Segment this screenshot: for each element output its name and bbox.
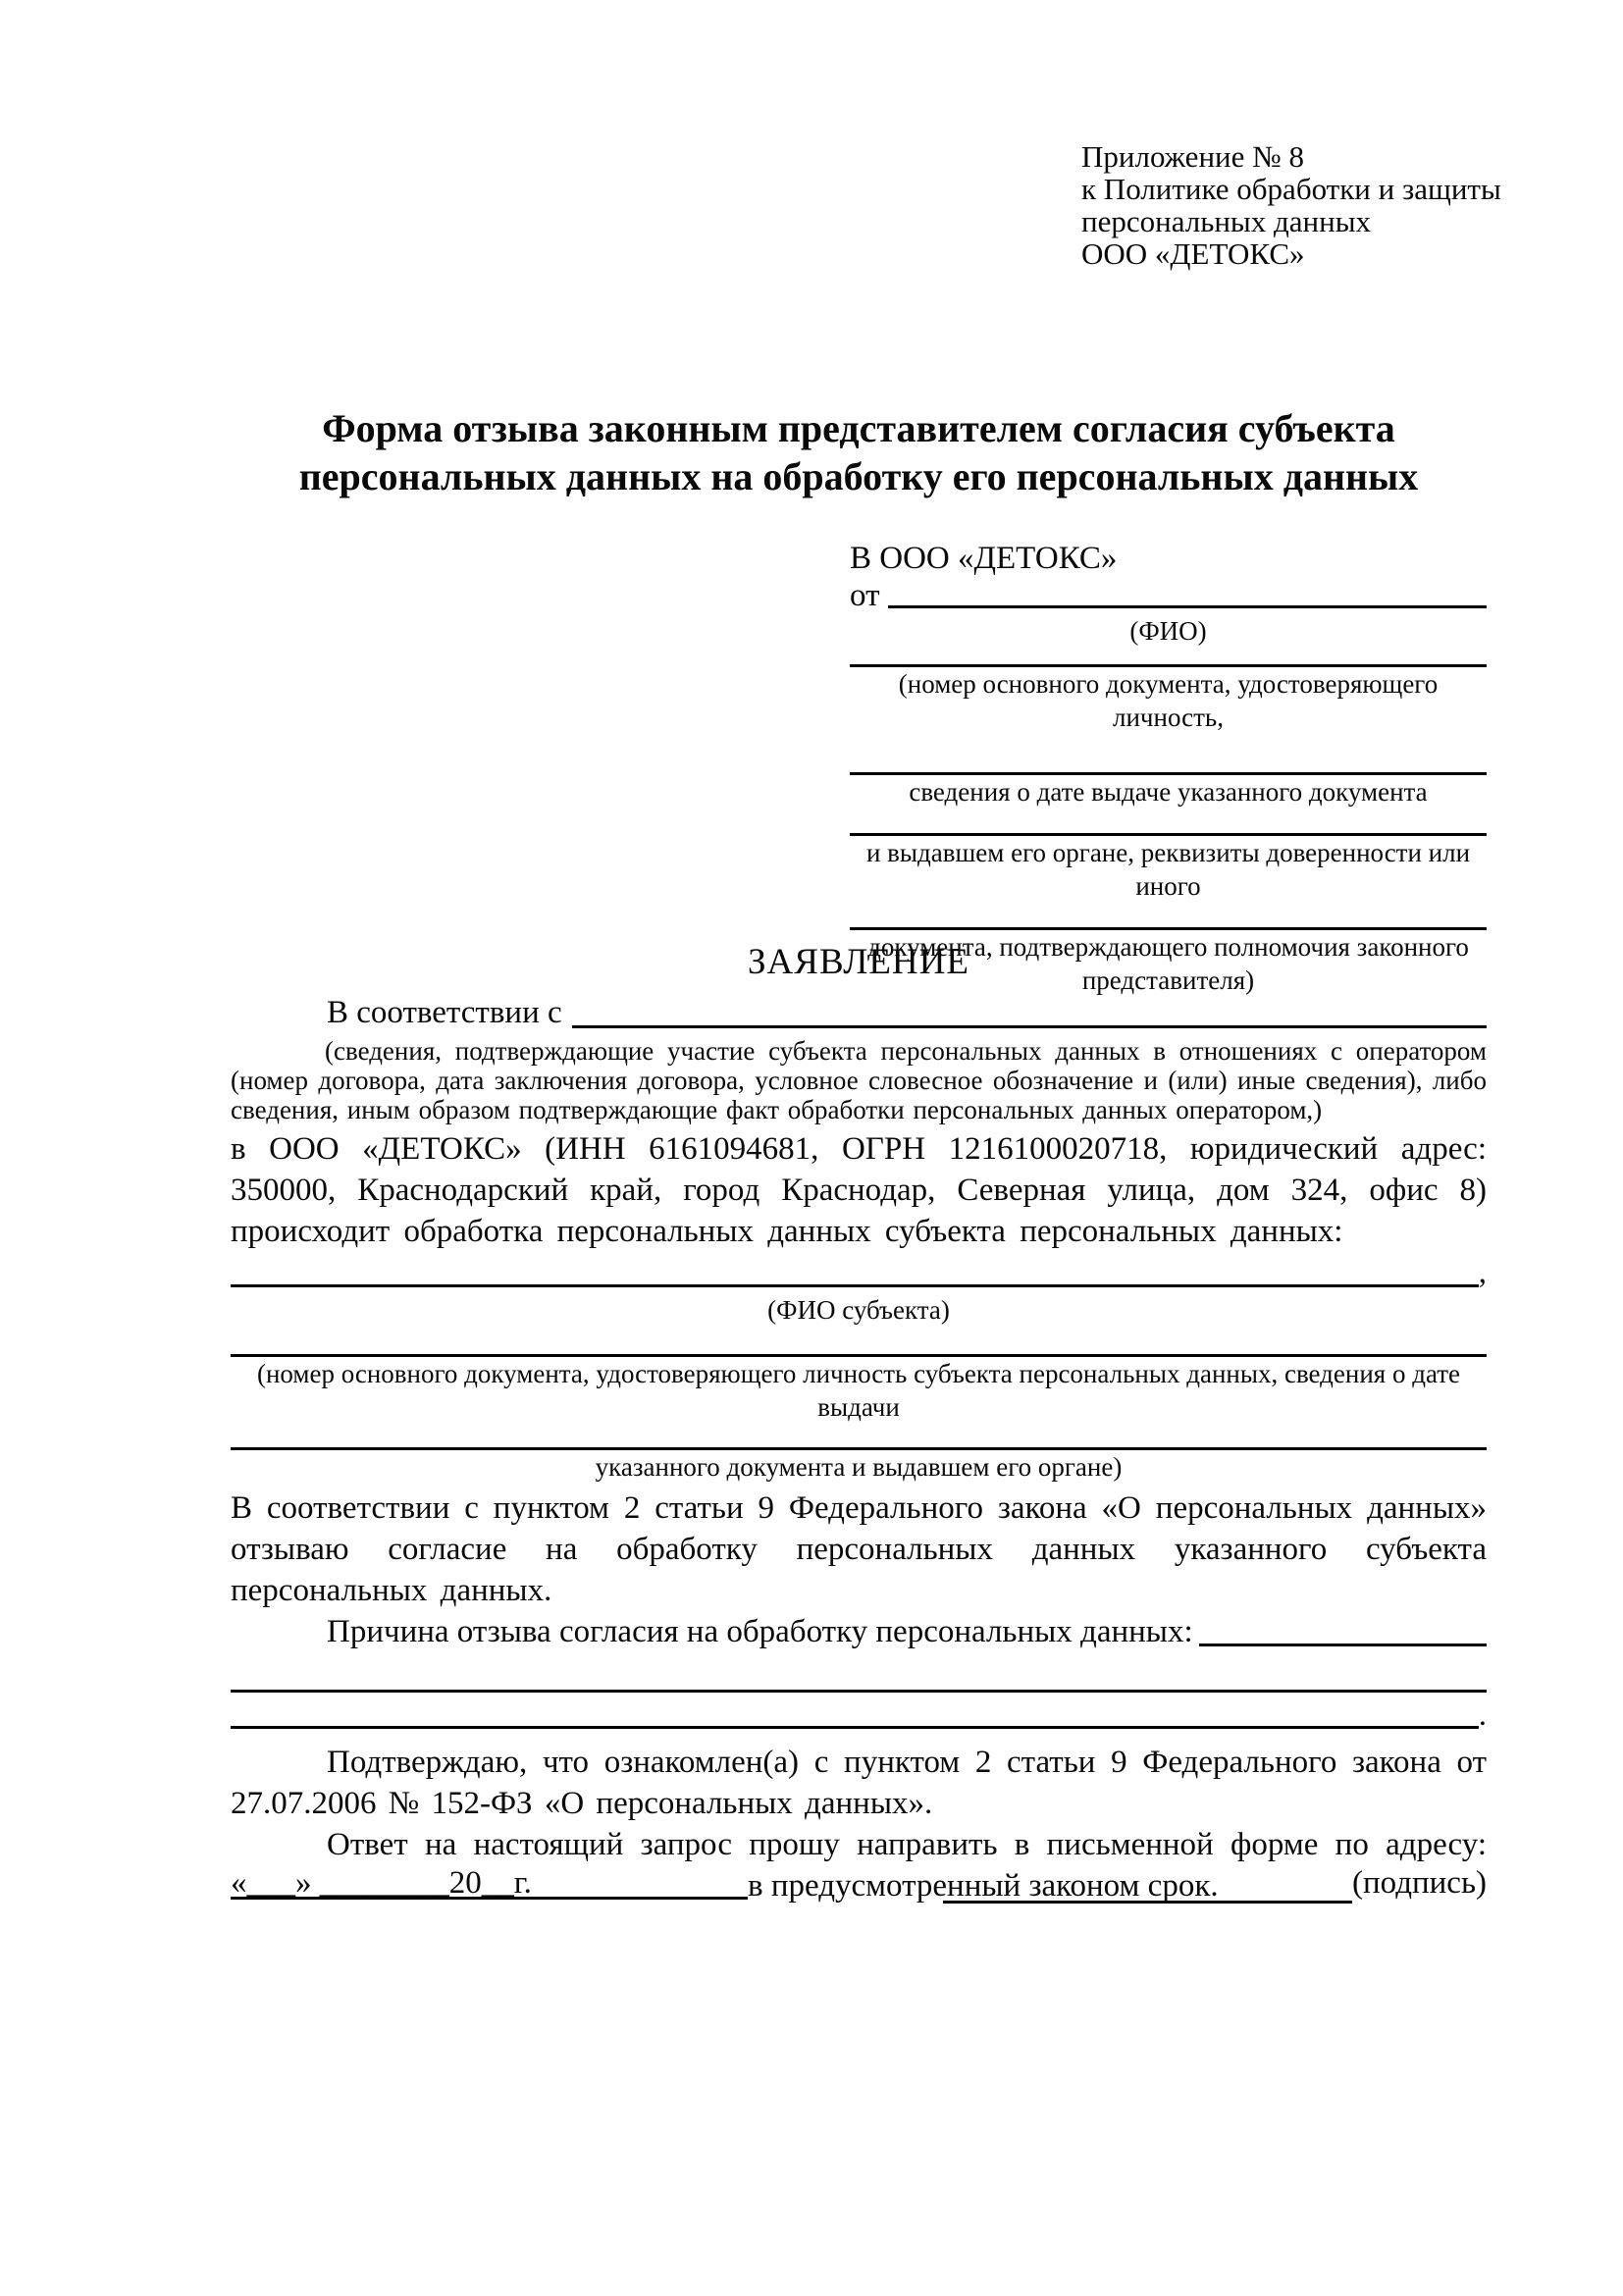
confirm-paragraph: Подтверждаю, что ознакомлен(а) с пунктом 2 статьи 9 Федерального закона от 27.07.2006 № 152-ФЗ «О персональных данных». <box>231 1745 1487 1821</box>
appendix-line: к Политике обработки и защиты <box>1081 172 1501 206</box>
field-caption: и выдавшем его органе, реквизиты доверенности или иного <box>865 838 1471 901</box>
signature-group <box>943 1862 1487 1904</box>
field-caption: (номер основного документа, удостоверяющего личность, <box>898 669 1439 732</box>
blank-line-row <box>231 1695 1487 1736</box>
operator-paragraph: в ООО «ДЕТОКС» (ИНН 6161094681, ОГРН 1216100020718, юридический адрес: 350000, Краснодарский край, город Краснодар, Северная улица, дом 324, офис 8) происходит обработка персональных данных субъекта персональных данных: <box>231 1131 1487 1249</box>
appendix-line: Приложение № 8 <box>1081 139 1304 174</box>
subject-fio-caption: (ФИО субъекта) <box>767 1295 950 1325</box>
subject-doc-caption: (номер основного документа, удостоверяющего личность субъекта персональных данных, сведения о дате выдачи <box>256 1359 1461 1422</box>
document-title <box>231 404 1487 500</box>
reason-label: Причина отзыва согласия на обработку персональных данных: <box>327 1614 1193 1649</box>
lead-label: В соответствии с <box>327 995 562 1030</box>
field-caption: сведения о дате выдаче указанного документа <box>909 777 1428 807</box>
statement-heading: ЗАЯВЛЕНИЕ <box>748 942 969 982</box>
lead-row <box>231 991 1487 1034</box>
field-caption: документа, подтверждающего полномочия законного представителя) <box>867 932 1469 995</box>
subject-doc-caption: указанного документа и выдавшем его органе) <box>595 1452 1123 1482</box>
fill-in-line <box>231 1726 1479 1729</box>
fill-in-line <box>1199 1644 1487 1646</box>
appendix-line: ООО «ДЕТОКС» <box>1081 236 1305 271</box>
addressee-to: В ООО «ДЕТОКС» <box>850 541 1118 576</box>
reply-tail-text: в предусмотренный законом срок. <box>748 1868 1219 1904</box>
signature-line <box>943 1867 1352 1904</box>
date-blank: «___» ________20__г. <box>231 1865 532 1901</box>
document-title-line: персональных данных на обработку его персональных данных <box>298 454 1419 498</box>
addressee-from-row <box>850 577 1487 614</box>
fill-in-line <box>231 1690 1487 1693</box>
trailing-period: . <box>1478 1697 1487 1733</box>
signature-row <box>231 1862 1487 1904</box>
fill-in-line <box>572 1025 1487 1028</box>
fine-print-caption: (сведения, подтверждающие участие субъекта персональных данных в отношениях с оператором (номер договора, дата заключения договора, условное словесное обозначение и (или) иные сведения), либо сведения, иным образом подтверждающие факт обработки персональных данных оператором,) <box>231 1036 1487 1124</box>
fio-caption: (ФИО) <box>1129 616 1207 646</box>
appendix-line: персональных данных <box>1081 204 1372 238</box>
signature-caption: (подпись) <box>1352 1865 1487 1901</box>
reason-row <box>231 1611 1487 1652</box>
addressee-block <box>850 540 1487 997</box>
withdraw-paragraph: В соответствии с пунктом 2 статьи 9 Федерального закона «О персональных данных» отзываю согласие на обработку персональных данных указанного субъекта персональных данных. <box>231 1490 1487 1608</box>
reply-paragraph: Ответ на настоящий запрос прошу направить в письменной форме по адресу: <box>327 1827 1487 1862</box>
appendix-block <box>1081 140 1501 270</box>
trailing-comma: , <box>1478 1255 1487 1290</box>
addressee-from-label: от <box>850 578 880 613</box>
fill-in-line <box>888 605 1488 608</box>
fill-in-line <box>231 1284 1479 1287</box>
document-title-line: Форма отзыва законным представителем согласия субъекта <box>322 406 1395 450</box>
subject-fio-row <box>231 1252 1487 1293</box>
statement-body <box>231 930 1487 1906</box>
